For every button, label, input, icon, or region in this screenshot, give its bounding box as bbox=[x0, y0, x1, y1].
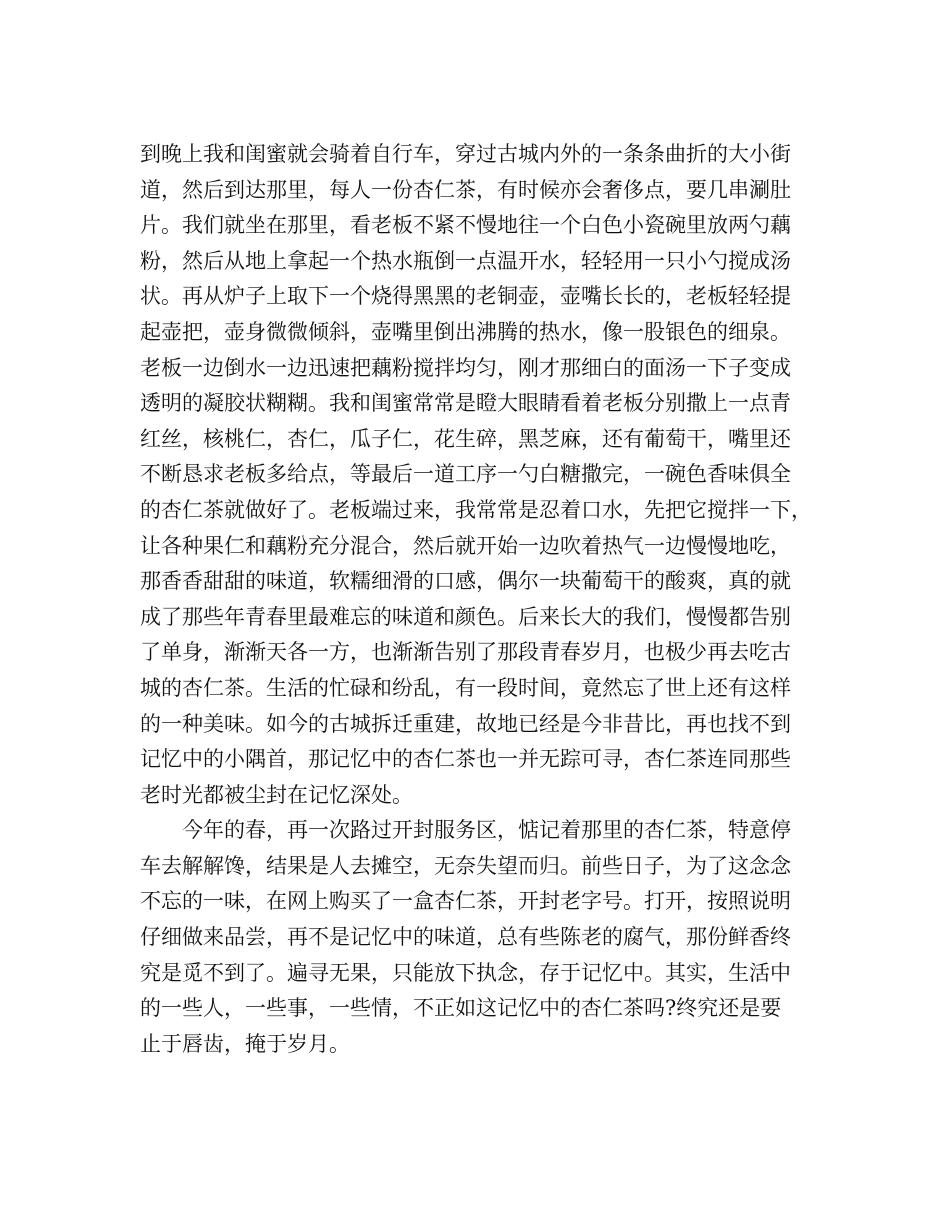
text-line: 不断恳求老板多给点，等最后一道工序一勺白糖撒完，一碗色香味俱全 bbox=[140, 462, 791, 487]
text-line: 那香香甜甜的味道，软糯细滑的口感，偶尔一块葡萄干的酸爽，真的就 bbox=[140, 569, 791, 594]
text-line: 让各种果仁和藕粉充分混合，然后就开始一边吹着热气一边慢慢地吃， bbox=[140, 533, 791, 558]
text-line: 起壶把，壶身微微倾斜，壶嘴里倒出沸腾的热水，像一股银色的细泉。 bbox=[140, 319, 791, 344]
text-line: 粉，然后从地上拿起一个热水瓶倒一点温开水，轻轻用一只小勺搅成汤 bbox=[140, 248, 791, 273]
text-line: 的一些人，一些事，一些情，不正如这记忆中的杏仁茶吗?终究还是要 bbox=[140, 996, 782, 1021]
text-line: 成了那些年青春里最难忘的味道和颜色。后来长大的我们，慢慢都告别 bbox=[140, 604, 791, 629]
text-line: 车去解解馋，结果是人去摊空，无奈失望而归。前些日子，为了这念念 bbox=[140, 853, 791, 878]
paragraph-1 bbox=[140, 137, 820, 813]
text-line: 透明的凝胶状糊糊。我和闺蜜常常是瞪大眼睛看着老板分别撒上一点青 bbox=[140, 391, 791, 416]
text-line: 老时光都被尘封在记忆深处。 bbox=[140, 782, 413, 807]
text-line: 止于唇齿，掩于岁月。 bbox=[140, 1031, 350, 1056]
text-line: 老板一边倒水一边迅速把藕粉搅拌均匀，刚才那细白的面汤一下子变成 bbox=[140, 355, 791, 380]
text-line: 状。再从炉子上取下一个烧得黑黑的老铜壶，壶嘴长长的，老板轻轻提 bbox=[140, 284, 791, 309]
text-line: 道，然后到达那里，每人一份杏仁茶，有时候亦会奢侈点，要几串涮肚 bbox=[140, 177, 791, 202]
text-line: 不忘的一味，在网上购买了一盒杏仁茶，开封老字号。打开，按照说明 bbox=[140, 889, 791, 914]
text-line-indented: 今年的春，再一次路过开封服务区，惦记着那里的杏仁茶，特意停 bbox=[182, 818, 791, 843]
text-line: 红丝，核桃仁，杏仁，瓜子仁，花生碎，黑芝麻，还有葡萄干，嘴里还 bbox=[140, 426, 791, 451]
text-line: 记忆中的小隅首，那记忆中的杏仁茶也一并无踪可寻，杏仁茶连同那些 bbox=[140, 747, 791, 772]
text-line: 了单身，渐渐天各一方，也渐渐告别了那段青春岁月，也极少再去吃古 bbox=[140, 640, 791, 665]
paragraph-2 bbox=[140, 813, 820, 1062]
text-line: 城的杏仁茶。生活的忙碌和纷乱，有一段时间，竟然忘了世上还有这样 bbox=[140, 675, 791, 700]
text-line: 仔细做来品尝，再不是记忆中的味道，总有些陈老的腐气，那份鲜香终 bbox=[140, 925, 791, 950]
text-line: 究是觅不到了。遍寻无果，只能放下执念，存于记忆中。其实，生活中 bbox=[140, 960, 791, 985]
text-line: 的一种美味。如今的古城拆迁重建，故地已经是今非昔比，再也找不到 bbox=[140, 711, 791, 736]
text-line: 片。我们就坐在那里，看老板不紧不慢地往一个白色小瓷碗里放两勺藕 bbox=[140, 213, 791, 238]
text-line: 的杏仁茶就做好了。老板端过来，我常常是忍着口水，先把它搅拌一下， bbox=[140, 497, 812, 522]
document-body bbox=[140, 137, 820, 1062]
text-line: 到晚上我和闺蜜就会骑着自行车，穿过古城内外的一条条曲折的大小街 bbox=[140, 142, 791, 166]
